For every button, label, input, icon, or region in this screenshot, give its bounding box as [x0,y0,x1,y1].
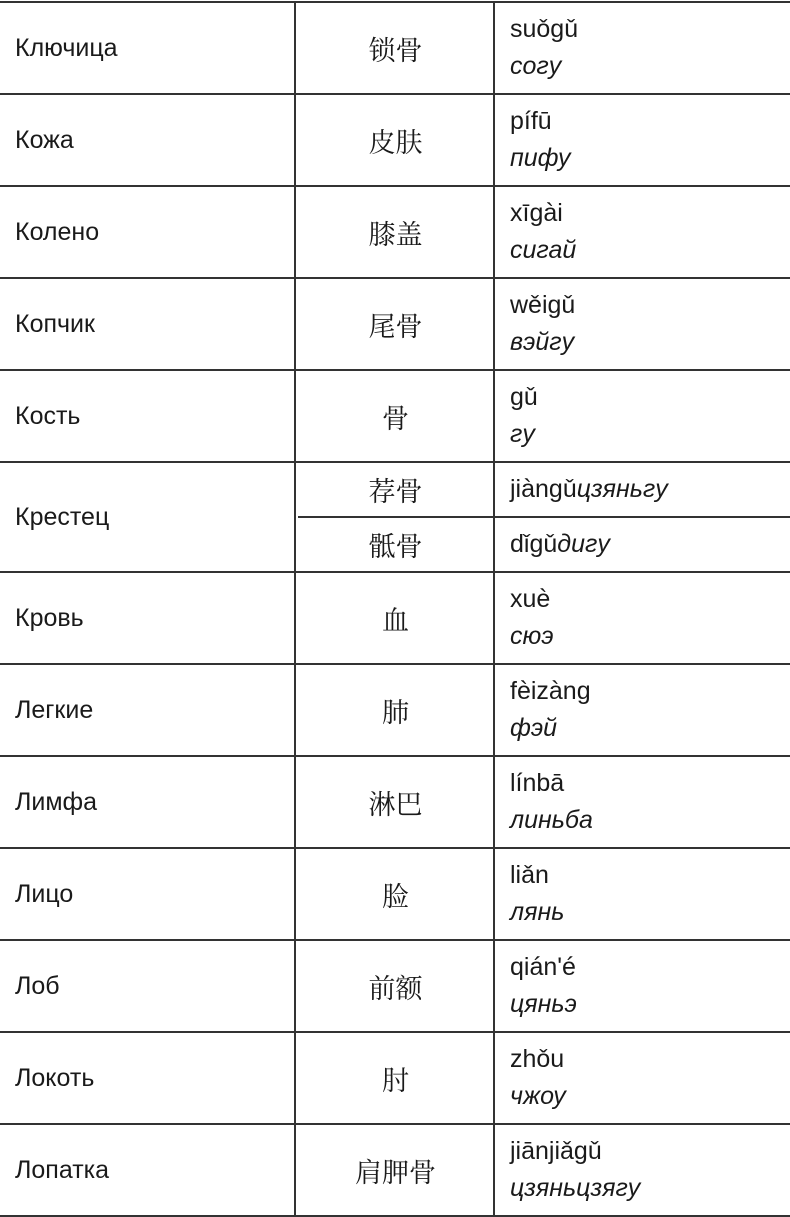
pronunciation [495,187,790,277]
transliteration: дигу [557,530,610,558]
transliteration: цяньэ [510,990,577,1018]
pronunciation [495,665,790,755]
russian-term: Кость [0,371,296,461]
pronunciation [495,757,790,847]
chinese-term: 淋巴 [298,757,495,847]
transliteration: вэйгу [510,328,575,356]
russian-term: Легкие [0,665,296,755]
transliteration: лянь [510,898,565,926]
pronunciation [495,279,790,369]
russian-term: Лицо [0,849,296,939]
pinyin: pífū [510,107,552,135]
chinese-term: 肩胛骨 [298,1125,495,1215]
transliteration: линьба [510,806,593,834]
pronunciation [495,1033,790,1123]
table-row [0,279,790,371]
pronunciation [495,941,790,1031]
transliteration: сюэ [510,622,554,650]
russian-term: Лопатка [0,1125,296,1215]
pinyin: fèizàng [510,677,591,705]
russian-term: Кровь [0,573,296,663]
russian-term: Колено [0,187,296,277]
pinyin: línbā [510,769,565,797]
pronunciation [495,3,790,93]
russian-term: Лимфа [0,757,296,847]
russian-term: Ключица [0,3,296,93]
russian-term: Копчик [0,279,296,369]
table-row [0,573,790,665]
table-row [0,371,790,463]
transliteration: согу [510,52,562,80]
table-row [0,1033,790,1125]
transliteration: цзяньцзягу [510,1174,641,1202]
pinyin: xīgài [510,199,563,227]
table-row [0,941,790,1033]
table-row [0,187,790,279]
russian-term: Крестец [0,463,296,571]
chinese-term: 膝盖 [298,187,495,277]
transliteration: цзяньгу [576,475,668,503]
transliteration: фэй [510,714,558,742]
pinyin: qián'é [510,953,576,981]
table-row [0,95,790,187]
pinyin: jiàngǔ [510,475,577,503]
pinyin: liǎn [510,861,549,889]
pinyin: wěigǔ [510,291,576,319]
pinyin: zhǒu [510,1045,565,1073]
pinyin: jiānjiǎgǔ [510,1137,602,1165]
table-row [0,463,790,573]
pronunciation [495,95,790,185]
transliteration: гу [510,420,535,448]
transliteration: чжоу [510,1082,566,1110]
pinyin: xuè [510,585,551,613]
chinese-term: 锁骨 [298,3,495,93]
table-row [0,757,790,849]
table-row [0,665,790,757]
chinese-term: 脸 [298,849,495,939]
table-row [0,849,790,941]
table-row [0,3,790,95]
pronunciation [495,518,610,571]
chinese-term: 骨 [298,371,495,461]
sub-row [298,463,790,518]
pronunciation [495,371,790,461]
pinyin: dǐgǔ [510,530,558,558]
chinese-term: 肺 [298,665,495,755]
sub-row [298,518,790,571]
pronunciation [495,1125,790,1215]
chinese-term: 血 [298,573,495,663]
pinyin: gǔ [510,383,538,411]
chinese-term: 前额 [298,941,495,1031]
pronunciation [495,463,668,516]
transliteration: сигай [510,236,577,264]
transliteration: пифу [510,144,571,172]
russian-term: Кожа [0,95,296,185]
vocabulary-table [0,1,790,1217]
chinese-term: 骶骨 [298,518,495,571]
chinese-term: 尾骨 [298,279,495,369]
pinyin: suǒgǔ [510,15,579,43]
chinese-term: 肘 [298,1033,495,1123]
table-row [0,1125,790,1217]
pronunciation [495,849,790,939]
russian-term: Локоть [0,1033,296,1123]
pronunciation [495,573,790,663]
chinese-term: 皮肤 [298,95,495,185]
russian-term: Лоб [0,941,296,1031]
chinese-term: 荐骨 [298,463,495,516]
